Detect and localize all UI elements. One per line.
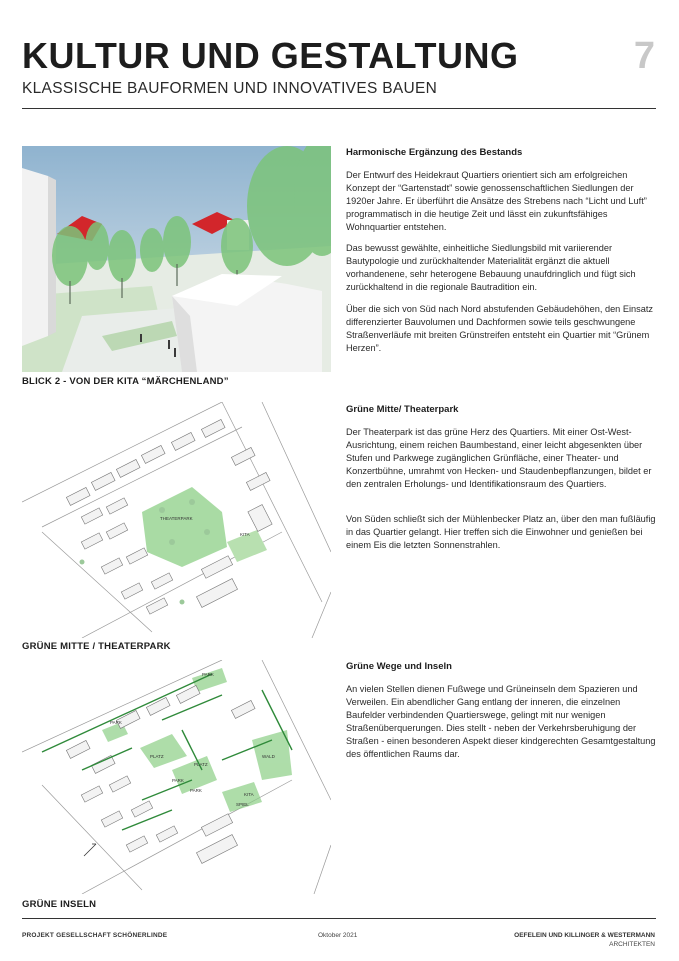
section-paragraph: Von Süden schließt sich der Mühlenbecker Platz an, über den man fußläufig in das Quartier gelangt. Hier treffen sich die Einwohner und genießen bei einem Eis die letzten Sonnenstrahlen. bbox=[346, 514, 656, 551]
section-heading-3: Grüne Wege und Inseln bbox=[346, 661, 452, 672]
rendering-view-from-kita bbox=[22, 146, 331, 372]
plan-label: PLATZ bbox=[194, 762, 208, 767]
plan-label: PARK bbox=[202, 672, 214, 677]
page-subtitle: KLASSISCHE BAUFORMEN UND INNOVATIVES BAUEN bbox=[22, 80, 438, 97]
plan-label: KITA bbox=[244, 792, 254, 797]
plan-label: PARK bbox=[172, 778, 184, 783]
site-plan-green-islands bbox=[22, 660, 331, 894]
north-arrow-icon bbox=[84, 844, 96, 856]
image-caption-2: GRÜNE MITTE / THEATERPARK bbox=[22, 641, 171, 652]
footer-office-sub: ARCHITEKTEN bbox=[609, 941, 655, 948]
section-heading-2: Grüne Mitte/ Theaterpark bbox=[346, 404, 459, 415]
footer-date: Oktober 2021 bbox=[318, 932, 358, 939]
footer-divider bbox=[22, 918, 656, 919]
plan-label: KITA bbox=[240, 532, 250, 537]
site-plan-illustration bbox=[22, 660, 331, 894]
section-paragraph: An vielen Stellen dienen Fußwege und Grüneinseln dem Spazieren und Verweilen. Ein abendlicher Gang entlang der inneren, die einzelnen Baufelder verbindenden Quartierswege, gelingt mit nur wenigen Straßenüberquerungen. Dies stellt - neben der Verkehrsberuhigung der Straßen - einen besonderen Aspekt dieser kindgerechten Gesamtgestaltung des öffentlichen Raums dar. bbox=[346, 684, 656, 760]
section-paragraph: Der Entwurf des Heidekraut Quartiers orientiert sich am erfolgreichen Konzept der “Gartenstadt” sowie genossenschaftlichen Siedlungen der 1920er Jahre. Er überführt die Ansätze des Strebens nach “Licht und Luft” programmatisch in die heutige Zeit und lässt ein zukunftsfähiges Wohnquartier entstehen. bbox=[346, 170, 647, 233]
header-divider bbox=[22, 108, 656, 109]
rendering-illustration bbox=[22, 146, 331, 372]
image-caption-1: BLICK 2 - VON DER KITA “MÄRCHENLAND” bbox=[22, 376, 229, 387]
section-paragraph: Das bewusst gewählte, einheitliche Siedlungsbild mit variierender Bautypologie und zurückhaltender Materialität ergänzt die aktuell vorhandenene, sehr heterogene Bebauung unaufdringlich und fügt sich zurückhaltend in die regionale Bautradition ein. bbox=[346, 243, 636, 293]
site-plan-theaterpark bbox=[22, 402, 331, 638]
plan-label: PLATZ bbox=[150, 754, 164, 759]
section-paragraph: Der Theaterpark ist das grüne Herz des Quartiers. Mit einer Ost-West-Ausrichtung, einem reichen Baumbestand, einer leicht abgesenkten über Stufen und Parkwege zugänglichen Grünfläche, einer Theater- und Konzertbühne, umrahmt von Hecken- und Staudenbepflanzungen, bildet er den zentralen Erholungs- und Identifikationsraum des Quartiers. bbox=[346, 427, 652, 490]
plan-label: PARK bbox=[110, 720, 122, 725]
image-caption-3: GRÜNE INSELN bbox=[22, 899, 97, 910]
footer-office: OEFELEIN UND KILLINGER & WESTERMANN bbox=[514, 932, 655, 939]
page-title: KULTUR UND GESTALTUNG bbox=[22, 35, 519, 76]
site-plan-illustration bbox=[22, 402, 331, 638]
plan-label: SPIEL bbox=[236, 802, 249, 807]
plan-label: PARK bbox=[190, 788, 202, 793]
section-paragraph: Über die sich von Süd nach Nord abstufenden Gebäudehöhen, den Einsatz differenzierter Bauvolumen und Dachformen sowie teils geschwungene Straßenverläufe mit breiten Grünstreifen entsteht ein Quartier mit “Grünem Herzen”. bbox=[346, 304, 653, 354]
plan-label: WALD bbox=[262, 754, 275, 759]
plan-label: THEATERPARK bbox=[160, 516, 193, 521]
section-heading-1: Harmonische Ergänzung des Bestands bbox=[346, 147, 523, 158]
footer-project: PROJEKT GESELLSCHAFT SCHÖNERLINDE bbox=[22, 932, 168, 939]
page-number: 7 bbox=[633, 35, 655, 77]
